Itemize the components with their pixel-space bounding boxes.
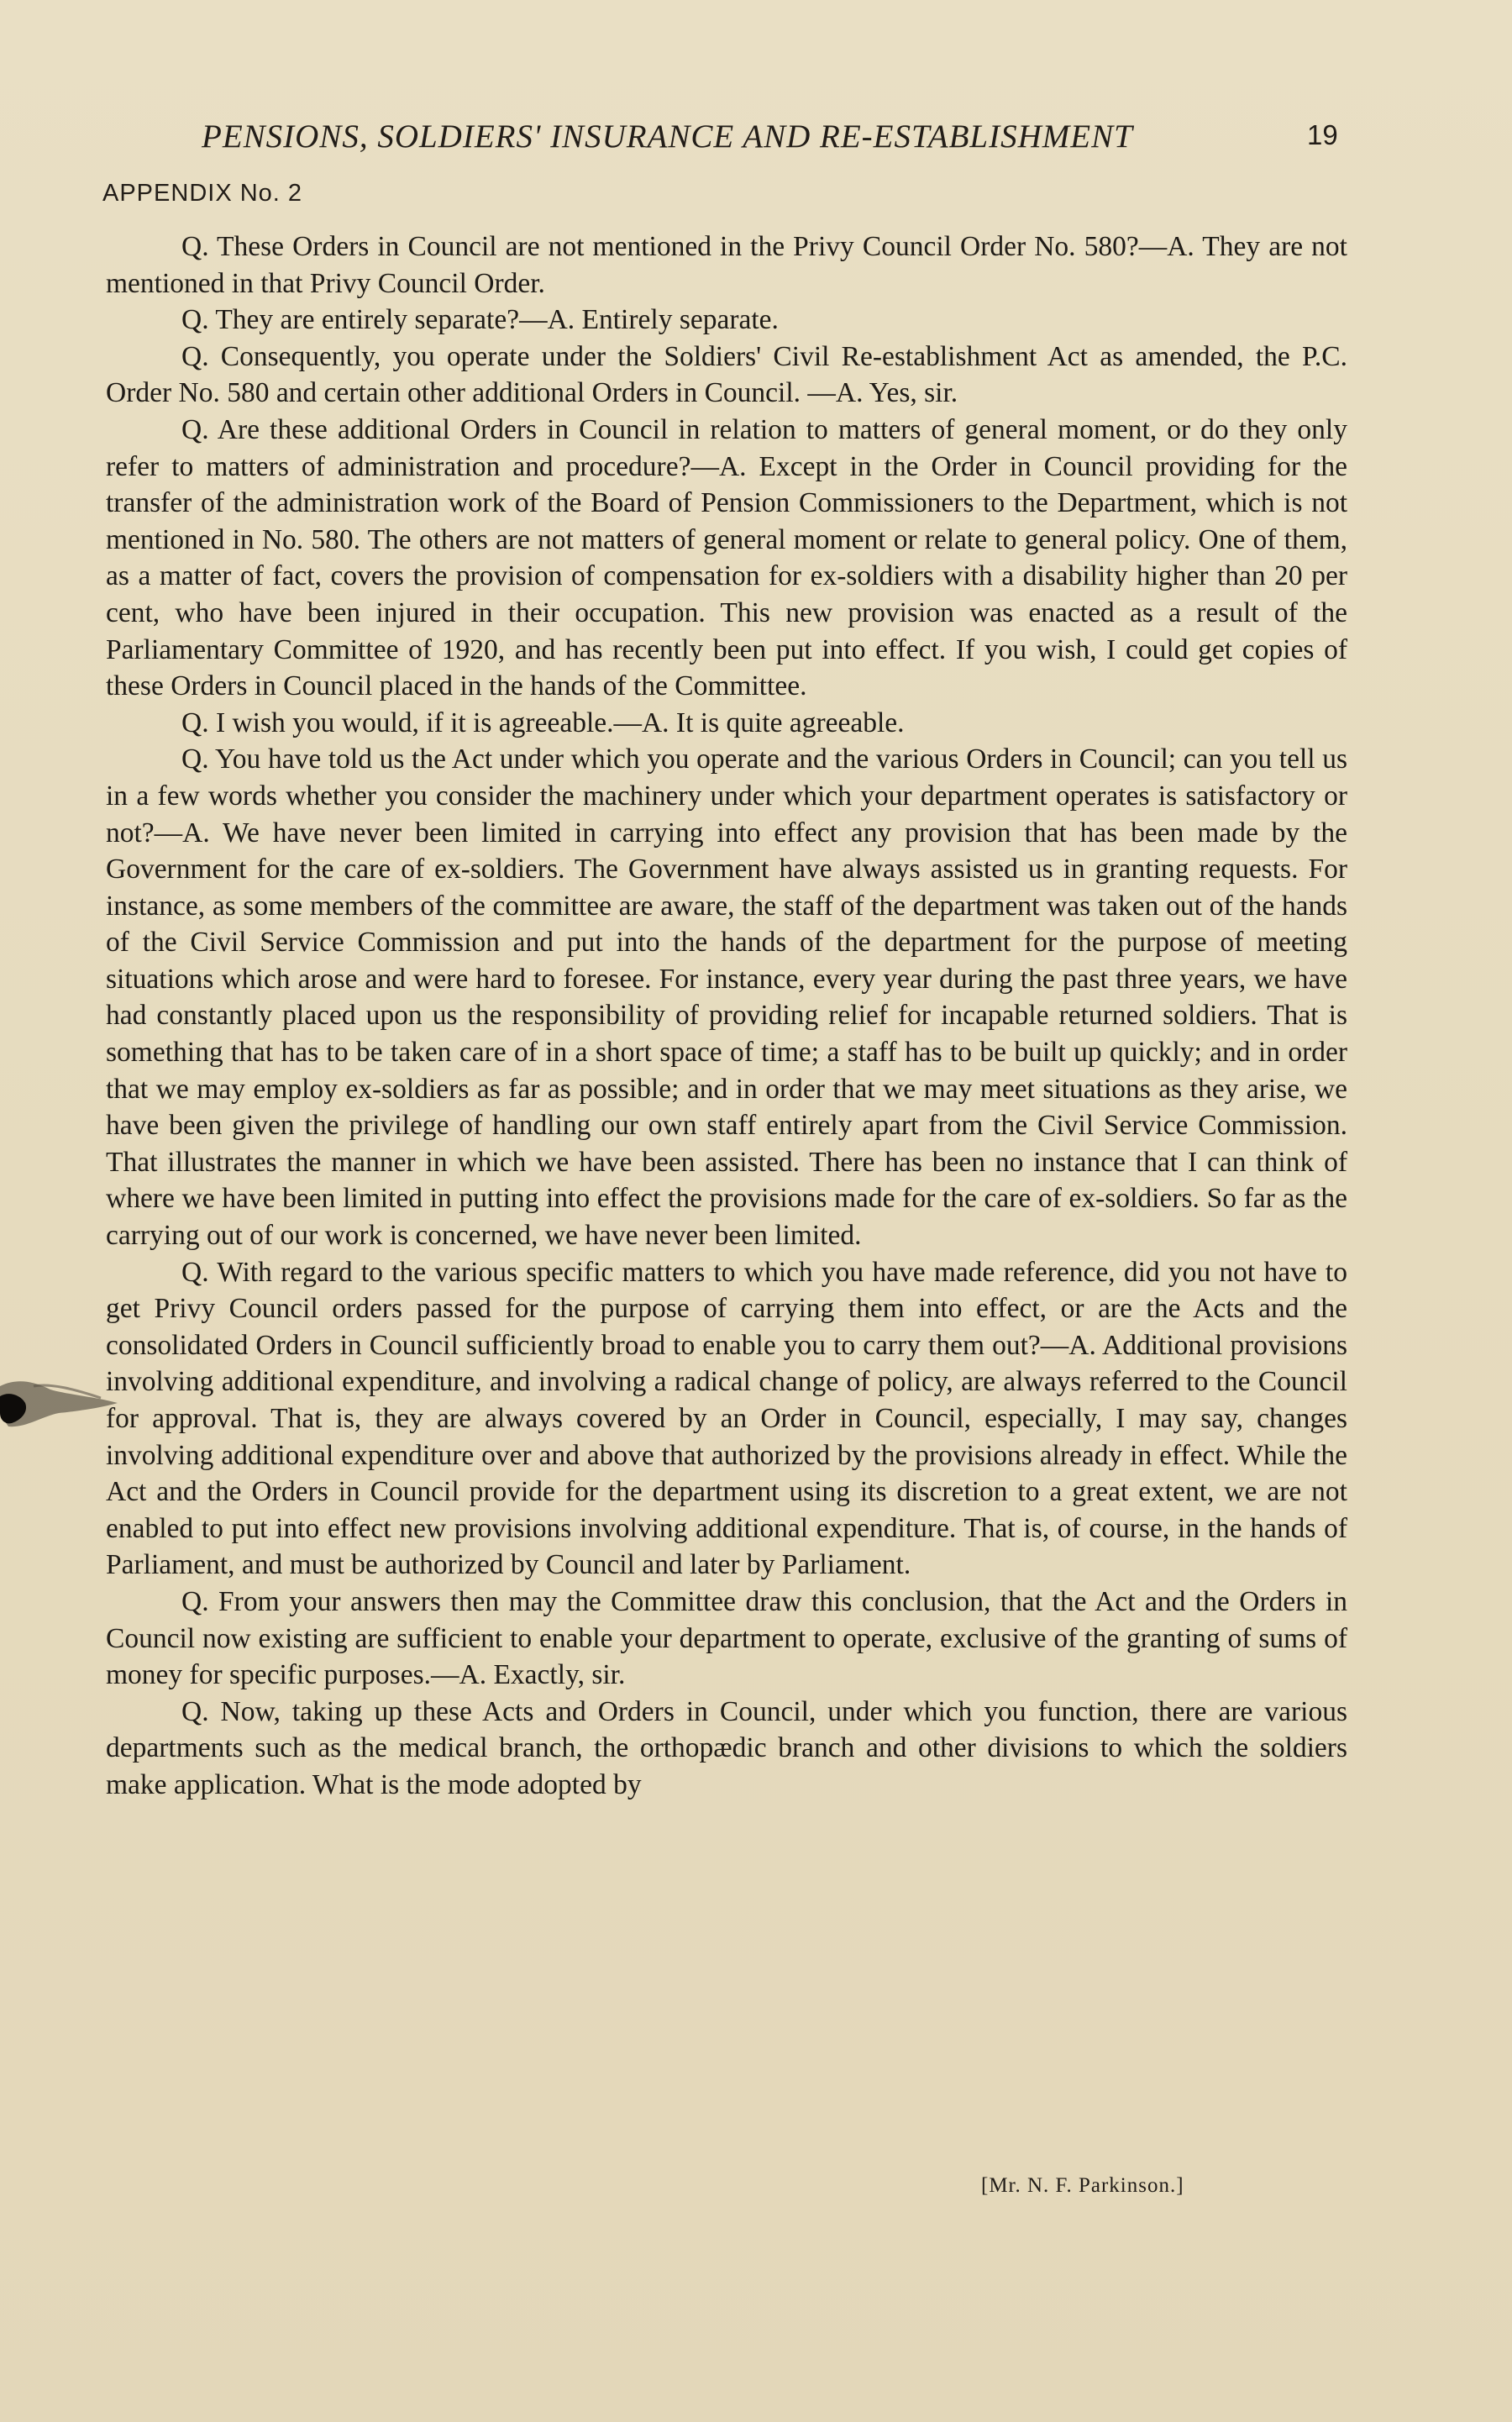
appendix-label: APPENDIX No. 2 — [102, 180, 303, 207]
paragraph-7: Q. With regard to the various specific matters to which you have made reference, did you not have to get Privy Council orders passed for the purpose of carrying them into effect, or are the Acts and the consolidated Orders in Council sufficiently broad to enable you to carry them out?—A. Additional provisions involving additional expenditure, and involving a radical change of policy, are always referred to the Council for approval. That is, they are always covered by an Order in Council, especially, I may say, changes involving additional expenditure over and above that authorized by the provisions already in effect. While the Act and the Orders in Council provide for the department using its discretion to a great extent, we are not enabled to put into effect new provisions involving additional expenditure. That is, of course, in the hands of Parliament, and must be authorized by Council and later by Parliament. — [106, 1256, 1347, 1581]
body-text — [106, 229, 1347, 1804]
paragraph-2: Q. They are entirely separate?—A. Entirely separate. — [181, 304, 779, 336]
paragraph-3: Q. Consequently, you operate under the Soldiers' Civil Re-establishment Act as amended, the P.C. Order No. 580 and certain other additional Orders in Council. —A. Yes, sir. — [106, 340, 1347, 409]
speaker-signature: [Mr. N. F. Parkinson.] — [981, 2174, 1184, 2197]
paragraph-8: Q. From your answers then may the Committee draw this conclusion, that the Act and the Orders in Council now existing are sufficient to enable your department to operate, exclusive of the granting of sums of money for specific purposes.—A. Exactly, sir. — [106, 1585, 1347, 1691]
paragraph-4: Q. Are these additional Orders in Council in relation to matters of general moment, or do they only refer to matters of administration and procedure?—A. Except in the Order in Council providing for the transfer of the administration work of the Board of Pension Commissioners to the Department, which is not mentioned in No. 580. The others are not matters of general moment or relate to general policy. One of them, as a matter of fact, covers the provision of compensation for ex-soldiers with a disability higher than 20 per cent, who have been injured in their occupation. This new provision was enacted as a result of the Parliamentary Committee of 1920, and has recently been put into effect. If you wish, I could get copies of these Orders in Council placed in the hands of the Committee. — [106, 413, 1347, 702]
paragraph-5: Q. I wish you would, if it is agreeable.—A. It is quite agreeable. — [181, 707, 905, 738]
paragraph-9: Q. Now, taking up these Acts and Orders in Council, under which you function, there are various departments such as the medical branch, the orthopædic branch and other divisions to which the soldiers make application. What is the mode adopted by — [106, 1695, 1347, 1800]
paragraph-6: Q. You have told us the Act under which you operate and the various Orders in Council; can you tell us in a few words whether you consider the machinery under which your department operates is satisfactory or not?—A. We have never been limited in carrying into effect any provision that has been made by the Government for the care of ex-soldiers. The Government have always assisted us in granting requests. For instance, as some members of the committee are aware, the staff of the department was taken out of the hands of the Civil Service Commission and put into the hands of the department for the purpose of meeting situations which arose and were hard to foresee. For instance, every year during the past three years, we have had constantly placed upon us the responsibility of providing relief for incapable returned soldiers. That is something that has to be taken care of in a short space of time; a staff has to be built up quickly; and in order that we may employ ex-soldiers as far as possible; and in order that we may meet situations as they arise, we have been given the privilege of handling our own staff entirely apart from the Civil Service Commission. That illustrates the manner in which we have been assisted. There has been no instance that I can think of where we have been limited in putting into effect the provisions made for the care of ex-soldiers. So far as the carrying out of our work is concerned, we have never been limited. — [106, 743, 1347, 1252]
running-title: PENSIONS, SOLDIERS' INSURANCE AND RE-ESTABLISHMENT — [202, 118, 1133, 155]
ink-blot-stain — [0, 1353, 126, 1453]
page-number: 19 — [1307, 119, 1338, 150]
paragraph-1: Q. These Orders in Council are not mentioned in the Privy Council Order No. 580?—A. They are not mentioned in that Privy Council Order. — [106, 231, 1347, 299]
